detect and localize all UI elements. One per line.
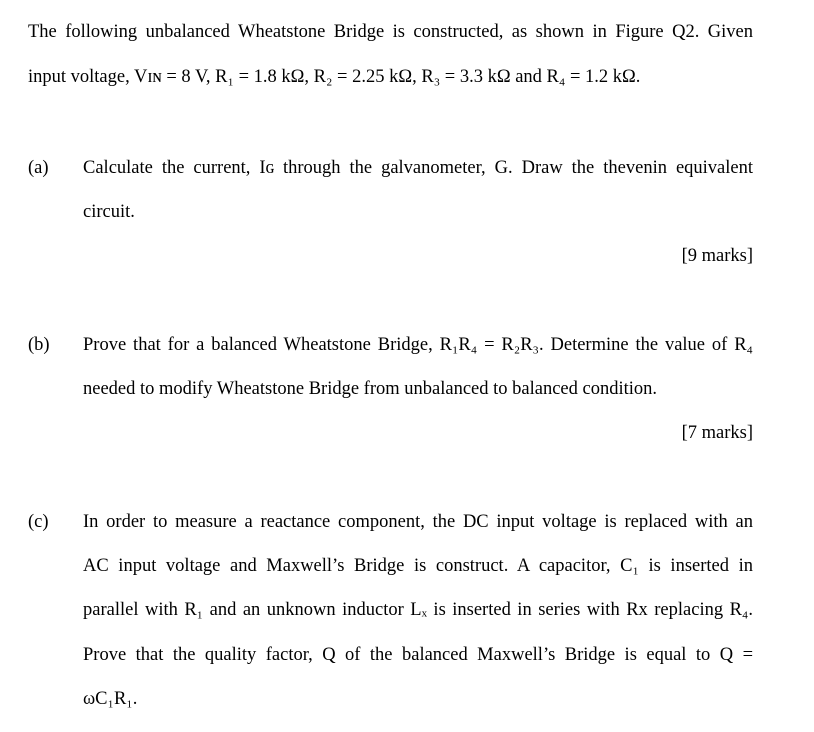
question-c-line-5: ωC₁R₁. [83, 689, 138, 709]
question-b-marks: [7 marks] [681, 423, 753, 443]
question-a-line-2: circuit. [83, 202, 135, 222]
question-a-label: (a) [28, 158, 49, 178]
question-c-line-1: In order to measure a reactance component, the DC input voltage is replaced with an [83, 512, 753, 532]
intro-line-2: input voltage, Vɪɴ = 8 V, R₁ = 1.8 kΩ, R₂ = 2.25 kΩ, R₃ = 3.3 kΩ and R₄ = 1.2 kΩ. [28, 67, 641, 87]
question-a-line-1: Calculate the current, Iɢ through the galvanometer, G. Draw the thevenin equivalent [83, 158, 753, 178]
question-a-marks: [9 marks] [681, 246, 753, 266]
question-c-line-2: AC input voltage and Maxwell’s Bridge is construct. A capacitor, C₁ is inserted in [83, 556, 753, 576]
question-c-line-4: Prove that the quality factor, Q of the balanced Maxwell’s Bridge is equal to Q = [83, 645, 753, 665]
question-b-line-2: needed to modify Wheatstone Bridge from unbalanced to balanced condition. [83, 379, 658, 399]
question-b-line-1: Prove that for a balanced Wheatstone Bridge, R₁R₄ = R₂R₃. Determine the value of R₄ [83, 335, 753, 355]
intro-line-1: The following unbalanced Wheatstone Bridge is constructed, as shown in Figure Q2. Given [28, 22, 753, 42]
question-c-line-3: parallel with R₁ and an unknown inductor Lₓ is inserted in series with Rх replacing R₄. [83, 600, 753, 620]
question-b-label: (b) [28, 335, 50, 355]
question-c-label: (c) [28, 512, 49, 532]
